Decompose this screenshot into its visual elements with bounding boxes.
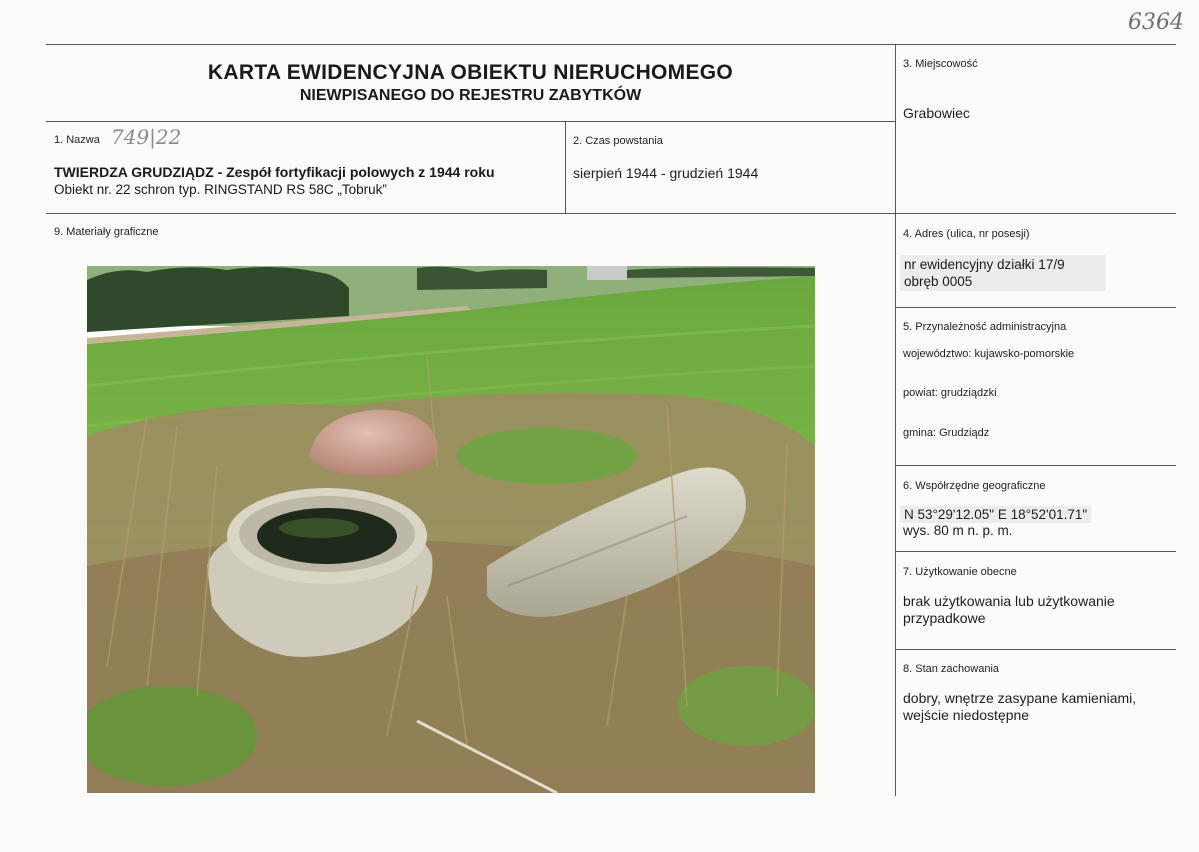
field-admin-label: 5. Przynależność administracyjna (903, 321, 1067, 333)
top-rule (46, 44, 1176, 45)
usage-line1: brak użytkowania lub użytkowanie (903, 593, 1115, 609)
field-locality-label: 3. Miejscowość (903, 58, 978, 70)
field-altitude-value: wys. 80 m n. p. m. (903, 523, 1013, 538)
field-coords-label: 6. Współrzędne geograficzne (903, 480, 1046, 492)
card-title: KARTA EWIDENCYJNA OBIEKTU NIERUCHOMEGO (207, 61, 734, 84)
card-subtitle: NIEWPISANEGO DO REJESTRU ZABYTKÓW (299, 87, 642, 104)
bunker-photo-illustration (87, 266, 815, 793)
admin-commune: gmina: Grudziądz (903, 427, 990, 439)
name-row-rule (46, 213, 1176, 214)
field-condition-label: 8. Stan zachowania (903, 663, 1000, 675)
field-address-value (900, 255, 1106, 291)
address-rule (895, 307, 1176, 308)
object-name-detail: Obiekt nr. 22 schron typ. RINGSTAND RS 58C „Tobruk” (54, 182, 387, 197)
title-rule (46, 121, 895, 122)
field-date-label: 2. Czas powstania (573, 135, 663, 147)
admin-county: powiat: grudziądzki (903, 387, 997, 399)
address-precinct: obręb 0005 (904, 274, 973, 289)
right-column-divider (895, 44, 896, 796)
condition-line2: wejście niedostępne (903, 707, 1030, 723)
field-usage-value (903, 593, 1115, 627)
usage-rule (895, 649, 1176, 650)
field-date-value: sierpień 1944 - grudzień 1944 (573, 165, 759, 181)
field-name-label: 1. Nazwa (54, 134, 100, 146)
condition-line1: dobry, wnętrze zasypane kamieniami, (903, 690, 1137, 706)
admin-rule (895, 465, 1176, 466)
field-usage-label: 7. Użytkowanie obecne (903, 566, 1017, 578)
object-name-bold: TWIERDZA GRUDZIĄDZ - Zespół fortyfikacji polowych z 1944 roku (54, 164, 495, 180)
coords-rule (895, 551, 1176, 552)
field-locality-value: Grabowiec (903, 105, 970, 121)
admin-voivodeship: województwo: kujawsko-pomorskie (903, 348, 1075, 360)
field-coords-value: N 53°29'12.05" E 18°52'01.71" (900, 506, 1091, 523)
usage-line2: przypadkowe (903, 610, 986, 626)
field-address-label: 4. Adres (ulica, nr posesji) (903, 228, 1030, 240)
field-condition-value (903, 690, 1136, 724)
field-graphics-label: 9. Materiały graficzne (54, 226, 159, 238)
name-date-divider (565, 121, 566, 213)
address-parcel: nr ewidencyjny działki 17/9 (904, 257, 1065, 272)
bunker-photo (87, 266, 815, 793)
archive-number: 6364 (1128, 10, 1184, 35)
handwritten-register-number: 749|22 (111, 125, 182, 149)
